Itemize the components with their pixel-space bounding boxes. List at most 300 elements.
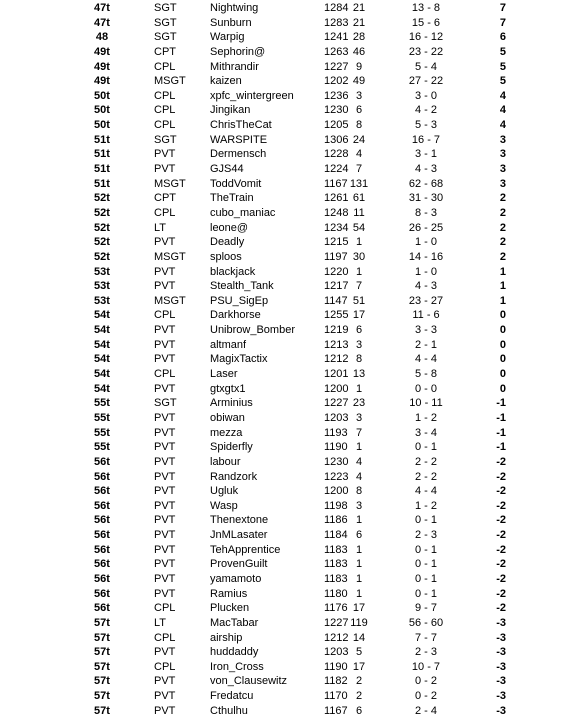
games-played-cell: 3 [355,89,363,102]
table-row [0,206,575,221]
rank-cell: 54t [94,338,110,351]
rating-cell: 1227 [324,616,349,629]
table-row [0,235,575,250]
grade-cell: PVT [154,265,176,278]
grade-cell: PVT [154,587,176,600]
table-row [0,30,575,45]
grade-cell: PVT [154,558,176,571]
rank-cell: 57t [94,631,110,644]
net-cell: 2 [499,206,506,219]
rating-cell: 1283 [324,16,349,29]
win-loss-cell: 4 - 4 [414,485,437,498]
win-loss-cell: 0 - 2 [414,690,437,703]
grade-cell: CPL [154,60,176,73]
rating-cell: 1198 [324,499,348,512]
rank-cell: 53t [94,280,110,293]
games-played-cell: 9 [355,60,363,73]
games-played-cell: 14 [352,631,366,644]
games-played-cell: 28 [352,31,366,44]
rank-cell: 48 [95,31,109,44]
table-row [0,118,575,133]
rating-cell: 1182 [324,675,348,688]
games-played-cell: 2 [355,690,363,703]
win-loss-cell: 4 - 3 [414,163,437,176]
net-cell: 5 [499,75,506,88]
table-row [0,221,575,236]
win-loss-cell: 0 - 1 [414,514,437,527]
player-name-cell: Randzork [210,470,258,483]
rating-cell: 1200 [324,485,349,498]
player-name-cell: TehApprentice [210,543,281,556]
games-played-cell: 21 [352,2,366,14]
grade-cell: PVT [154,704,176,717]
rank-cell: 52t [94,221,110,234]
table-row [0,528,575,543]
net-cell: -2 [496,470,506,483]
player-name-cell: TheTrain [210,192,254,205]
win-loss-cell: 0 - 1 [414,587,437,600]
grade-cell: PVT [154,411,176,424]
rank-cell: 56t [94,543,110,556]
grade-cell: PVT [154,543,176,556]
player-name-cell: Fredatcu [210,690,254,703]
net-cell: 2 [499,236,506,249]
rating-cell: 1236 [324,89,349,102]
grade-cell: CPL [154,631,176,644]
net-cell: -1 [496,411,506,424]
rating-cell: 1212 [324,353,349,366]
win-loss-cell: 13 - 8 [411,2,441,14]
rank-cell: 51t [94,177,110,190]
player-name-cell: labour [210,455,241,468]
player-name-cell: Jingikan [210,104,251,117]
rating-cell: 1203 [324,411,349,424]
rank-cell: 56t [94,485,110,498]
table-row [0,557,575,572]
grade-cell: PVT [154,470,176,483]
table-row [0,338,575,353]
rank-cell: 51t [94,148,110,161]
games-played-cell: 1 [355,514,363,527]
player-name-cell: Sephorin@ [210,45,266,58]
rank-cell: 57t [94,675,110,688]
table-row [0,323,575,338]
grade-cell: SGT [154,16,177,29]
rank-cell: 52t [94,236,110,249]
win-loss-cell: 2 - 3 [414,646,437,659]
player-name-cell: WARSPITE [210,133,268,146]
rating-cell: 1183 [324,572,348,585]
games-played-cell: 1 [355,382,363,395]
rank-cell: 56t [94,455,110,468]
player-name-cell: Cthulhu [210,704,248,717]
player-name-cell: yamamoto [210,572,262,585]
grade-cell: PVT [154,148,176,161]
games-played-cell: 11 [353,206,365,219]
win-loss-cell: 5 - 3 [414,119,437,132]
grade-cell: CPL [154,368,176,381]
player-name-cell: Thenextone [210,514,269,527]
table-row [0,382,575,397]
rank-cell: 55t [94,426,110,439]
table-row [0,191,575,206]
win-loss-cell: 2 - 4 [414,704,437,717]
table-row [0,1,575,16]
games-played-cell: 1 [355,441,363,454]
net-cell: 0 [499,353,506,366]
table-row [0,645,575,660]
table-row [0,440,575,455]
net-cell: 1 [499,294,506,307]
rank-cell: 49t [94,45,110,58]
player-name-cell: huddaddy [210,646,259,659]
table-row [0,689,575,704]
net-cell: -2 [496,455,506,468]
table-row [0,426,575,441]
grade-cell: SGT [154,2,177,14]
grade-cell: SGT [154,31,177,44]
grade-cell: PVT [154,485,176,498]
net-cell: 0 [499,368,506,381]
rank-cell: 56t [94,587,110,600]
rank-cell: 47t [94,2,110,14]
games-played-cell: 6 [355,104,363,117]
games-played-cell: 8 [355,485,363,498]
grade-cell: PVT [154,514,176,527]
grade-cell: CPL [154,89,176,102]
grade-cell: PVT [154,529,176,542]
win-loss-cell: 14 - 16 [408,250,444,263]
games-played-cell: 1 [355,587,363,600]
games-played-cell: 13 [352,368,366,381]
rating-cell: 1223 [324,470,349,483]
grade-cell: CPL [154,309,176,322]
grade-cell: CPT [154,192,176,205]
rating-cell: 1176 [324,602,348,615]
win-loss-cell: 3 - 3 [414,324,437,337]
player-name-cell: Wasp [210,499,238,512]
win-loss-cell: 15 - 6 [411,16,441,29]
games-played-cell: 3 [355,499,363,512]
net-cell: -2 [496,543,506,556]
rating-cell: 1183 [324,543,348,556]
grade-cell: CPL [154,119,176,132]
net-cell: -3 [496,646,506,659]
table-row [0,279,575,294]
win-loss-cell: 0 - 2 [414,675,437,688]
net-cell: -3 [496,660,506,673]
table-row [0,147,575,162]
games-played-cell: 8 [355,353,363,366]
rating-cell: 1180 [324,587,348,600]
rank-cell: 57t [94,704,110,717]
player-name-cell: GJS44 [210,163,244,176]
grade-cell: PVT [154,382,176,395]
table-row [0,411,575,426]
rating-cell: 1202 [324,75,349,88]
player-name-cell: Ugluk [210,485,239,498]
net-cell: -2 [496,602,506,615]
rating-cell: 1183 [324,558,348,571]
rank-cell: 56t [94,514,110,527]
rating-cell: 1230 [324,455,349,468]
games-played-cell: 4 [355,470,363,483]
net-cell: 3 [499,163,506,176]
games-played-cell: 7 [355,280,363,293]
grade-cell: LT [154,616,167,629]
win-loss-cell: 7 - 7 [414,631,437,644]
rating-cell: 1227 [324,397,349,410]
rank-cell: 54t [94,353,110,366]
grade-cell: PVT [154,324,176,337]
rank-cell: 53t [94,265,110,278]
table-row [0,352,575,367]
table-row [0,543,575,558]
table-row [0,89,575,104]
rating-cell: 1190 [324,441,348,454]
player-name-cell: ProvenGuilt [210,558,268,571]
player-name-cell: Nightwing [210,2,259,14]
win-loss-cell: 3 - 1 [414,148,437,161]
grade-cell: CPL [154,206,176,219]
win-loss-cell: 0 - 0 [414,382,437,395]
player-name-cell: von_Clausewitz [210,675,288,688]
table-row [0,601,575,616]
net-cell: 2 [499,250,506,263]
rank-cell: 56t [94,470,110,483]
rating-cell: 1200 [324,382,349,395]
games-played-cell: 21 [352,16,366,29]
player-name-cell: obiwan [210,411,245,424]
rank-cell: 54t [94,324,110,337]
player-name-cell: PSU_SigEp [210,294,269,307]
net-cell: 6 [499,31,506,44]
net-cell: 5 [499,45,506,58]
rating-cell: 1227 [324,60,349,73]
win-loss-cell: 10 - 7 [411,660,441,673]
table-row [0,16,575,31]
net-cell: 3 [499,133,506,146]
player-name-cell: Mithrandir [210,60,259,73]
grade-cell: MSGT [154,75,186,88]
win-loss-cell: 16 - 7 [411,133,441,146]
games-played-cell: 6 [355,324,363,337]
grade-cell: PVT [154,690,176,703]
rank-cell: 51t [94,163,110,176]
net-cell: -3 [496,704,506,717]
win-loss-cell: 10 - 11 [409,397,443,410]
player-name-cell: Warpig [210,31,245,44]
player-name-cell: Ramius [210,587,248,600]
grade-cell: PVT [154,572,176,585]
win-loss-cell: 4 - 3 [414,280,437,293]
grade-cell: MSGT [154,177,186,190]
table-row [0,367,575,382]
win-loss-cell: 8 - 3 [414,206,437,219]
rating-cell: 1230 [324,104,349,117]
win-loss-cell: 0 - 1 [414,558,437,571]
net-cell: 0 [499,382,506,395]
table-row [0,455,575,470]
player-name-cell: mezza [210,426,243,439]
win-loss-cell: 27 - 22 [408,75,444,88]
table-row [0,60,575,75]
rank-cell: 50t [94,89,110,102]
rank-cell: 54t [94,382,110,395]
standings-table [0,1,575,718]
win-loss-cell: 26 - 25 [408,221,444,234]
rating-cell: 1234 [324,221,349,234]
rank-cell: 54t [94,309,110,322]
net-cell: 0 [499,338,506,351]
win-loss-cell: 1 - 0 [414,265,437,278]
rank-cell: 56t [94,529,110,542]
games-played-cell: 46 [352,45,366,58]
rank-cell: 52t [94,192,110,205]
rating-cell: 1147 [324,294,348,307]
games-played-cell: 8 [355,119,363,132]
rank-cell: 56t [94,499,110,512]
games-played-cell: 7 [355,426,363,439]
table-row [0,396,575,411]
grade-cell: PVT [154,338,176,351]
net-cell: -2 [496,572,506,585]
games-played-cell: 131 [349,177,369,190]
table-row [0,470,575,485]
rating-cell: 1186 [324,514,348,527]
games-played-cell: 7 [355,163,363,176]
rating-cell: 1197 [324,250,348,263]
win-loss-cell: 1 - 0 [414,236,437,249]
net-cell: 4 [499,119,506,132]
rating-cell: 1241 [324,31,349,44]
rank-cell: 57t [94,660,110,673]
rating-cell: 1220 [324,265,349,278]
rank-cell: 55t [94,441,110,454]
net-cell: -3 [496,675,506,688]
rating-cell: 1284 [324,2,349,14]
grade-cell: PVT [154,499,176,512]
win-loss-cell: 2 - 2 [414,455,437,468]
player-name-cell: Darkhorse [210,309,261,322]
player-name-cell: Spiderfly [210,441,253,454]
rank-cell: 52t [94,206,110,219]
grade-cell: SGT [154,397,177,410]
win-loss-cell: 62 - 68 [408,177,444,190]
games-played-cell: 23 [352,397,366,410]
rank-cell: 53t [94,294,110,307]
rating-cell: 1201 [324,368,349,381]
player-name-cell: ToddVomit [210,177,262,190]
grade-cell: PVT [154,353,176,366]
win-loss-cell: 1 - 2 [414,411,437,424]
net-cell: -3 [496,690,506,703]
rank-cell: 55t [94,411,110,424]
player-name-cell: kaizen [210,75,242,88]
grade-cell: MSGT [154,294,186,307]
table-row [0,572,575,587]
grade-cell: PVT [154,441,176,454]
net-cell: 7 [499,2,506,14]
net-cell: -2 [496,529,506,542]
games-played-cell: 4 [355,148,363,161]
rating-cell: 1217 [324,280,349,293]
grade-cell: CPL [154,104,176,117]
player-name-cell: Plucken [210,602,250,615]
net-cell: -1 [496,441,506,454]
player-name-cell: Deadly [210,236,245,249]
grade-cell: MSGT [154,250,186,263]
rank-cell: 57t [94,690,110,703]
games-played-cell: 17 [352,309,366,322]
player-name-cell: JnMLasater [210,529,268,542]
net-cell: 3 [499,148,506,161]
rank-cell: 50t [94,104,110,117]
rating-cell: 1219 [324,324,349,337]
net-cell: -3 [496,631,506,644]
table-row [0,513,575,528]
win-loss-cell: 4 - 4 [414,353,437,366]
rank-cell: 54t [94,368,110,381]
rating-cell: 1215 [324,236,349,249]
win-loss-cell: 4 - 2 [414,104,437,117]
table-row [0,265,575,280]
net-cell: -2 [496,499,506,512]
games-played-cell: 3 [355,338,363,351]
net-cell: -2 [496,558,506,571]
player-name-cell: MacTabar [210,616,259,629]
table-row [0,499,575,514]
games-played-cell: 6 [355,704,363,717]
rank-cell: 49t [94,60,110,73]
rating-cell: 1248 [324,206,349,219]
player-name-cell: Laser [210,368,238,381]
rating-cell: 1193 [324,426,348,439]
rank-cell: 50t [94,119,110,132]
player-name-cell: cubo_maniac [210,206,276,219]
player-name-cell: Dermensch [210,148,267,161]
games-played-cell: 1 [355,558,363,571]
win-loss-cell: 31 - 30 [408,192,444,205]
table-row [0,162,575,177]
grade-cell: CPT [154,45,176,58]
rank-cell: 56t [94,572,110,585]
rating-cell: 1213 [324,338,349,351]
rank-cell: 49t [94,75,110,88]
games-played-cell: 2 [355,675,363,688]
table-row [0,45,575,60]
grade-cell: PVT [154,426,176,439]
table-row [0,587,575,602]
table-row [0,294,575,309]
rank-cell: 56t [94,558,110,571]
table-row [0,74,575,89]
net-cell: 2 [499,221,506,234]
win-loss-cell: 3 - 4 [414,426,437,439]
rank-cell: 51t [94,133,110,146]
rating-cell: 1306 [324,133,349,146]
player-name-cell: Iron_Cross [210,660,264,673]
net-cell: -3 [496,616,506,629]
table-row [0,308,575,323]
win-loss-cell: 3 - 0 [414,89,437,102]
player-name-cell: MagixTactix [210,353,268,366]
net-cell: -1 [496,397,506,410]
rating-cell: 1170 [324,690,348,703]
net-cell: 5 [499,60,506,73]
win-loss-cell: 56 - 60 [408,616,444,629]
win-loss-cell: 2 - 1 [414,338,437,351]
